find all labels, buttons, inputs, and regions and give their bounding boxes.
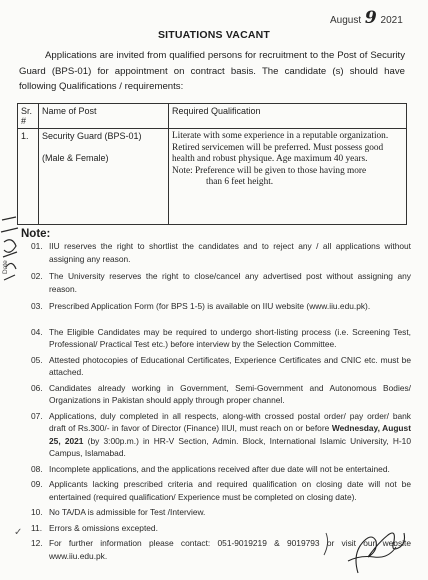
header-post-name: Name of Post	[39, 104, 169, 129]
intro-paragraph	[19, 48, 405, 95]
table-row	[18, 129, 407, 225]
list-item: 11. Errors & omissions excepted.	[31, 522, 158, 533]
list-item: 09. Applicants lacking prescribed criteria and required qualification on closing date will not be entertained (required qualification/ Experience must be completed on closing date).	[31, 479, 411, 502]
list-item: 01. IIU reserves the right to shortlist the candidates and to reject any / all applications without assigning any reason.	[31, 241, 411, 264]
header-sr: Sr. #	[18, 104, 39, 129]
notes-heading: Note:	[21, 228, 51, 240]
list-item: 06. Candidates already working in Government, Semi-Government and Autonomous Bodies/ Organizations in Pakistan should apply through proper channel.	[31, 382, 411, 405]
date-year: 2021	[380, 15, 403, 26]
list-item: 04. The Eligible Candidates may be required to undergo short-listing process (i.e. Screening Test, Professional/ Practical Test etc.) before interview by the Selection Committee.	[31, 326, 411, 349]
deadline-date: Wednesday, August 25, 2021	[49, 423, 411, 446]
list-item: 12. For further information please contact: 051-9019219 & 9019793 or visit our website www.iiu.edu.pk.	[31, 538, 411, 561]
margin-date-label: Date	[2, 260, 9, 274]
date-line	[330, 8, 403, 28]
date-day-handwritten: 9	[364, 8, 377, 28]
qualification-note-line2: than 6 feet height.	[206, 177, 274, 187]
table-header-row	[18, 104, 407, 129]
list-item: 07. Applications, duly completed in all respects, along-with crossed postal order/ pay order/ bank draft of Rs.300/- in favor of Director (Finance) IIUI, must reach on or before Wednesday, August 25, 2021 (by 3:00p.m.) in HR-V Section, Admin. Block, International Islamic University, H-10 Campus, Islamabad.	[31, 410, 411, 458]
tick-mark-icon: ✓	[14, 527, 23, 538]
signature-handwritten	[318, 513, 413, 578]
row-qualification	[169, 129, 407, 225]
list-item: 08. Incomplete applications, and the applications received after due date will not be entertained.	[31, 463, 390, 474]
page-title: SITUATIONS VACANT	[157, 29, 271, 41]
date-month: August	[330, 15, 362, 26]
qualification-text: Literate with some experience in a reputable organization. Retired servicemen will be preferred. Must possess good health and robust physique. Age maximum 40 years.	[172, 131, 389, 164]
qualification-note-line1: Note: Preference will be given to those having more	[172, 165, 367, 176]
list-item: 05. Attested photocopies of Educational Certificates, Experience Certificates and CNIC etc. must be attached.	[31, 354, 411, 377]
header-qualification: Required Qualification	[169, 104, 407, 129]
list-item: 02. The University reserves the right to close/cancel any advertised post without assigning any reason.	[31, 271, 411, 294]
row-post	[39, 129, 169, 225]
row-sr: 1.	[18, 129, 39, 225]
post-gender: (Male & Female)	[42, 153, 109, 163]
intro-text: Applications are invited from qualified persons for recruitment to the Post of Security Guard (BPS-01) for appointment on contract basis. The candidate (s) should have following Qualifications / requirements:	[19, 50, 405, 92]
list-item: 10. No TA/DA is admissible for Test /Interview.	[31, 507, 206, 517]
vacancy-table	[17, 103, 407, 225]
post-name: Security Guard (BPS-01)	[42, 131, 142, 141]
list-item: 03. Prescribed Application Form (for BPS 1-5) is available on IIU website (www.iiu.edu.pk).	[31, 301, 371, 311]
